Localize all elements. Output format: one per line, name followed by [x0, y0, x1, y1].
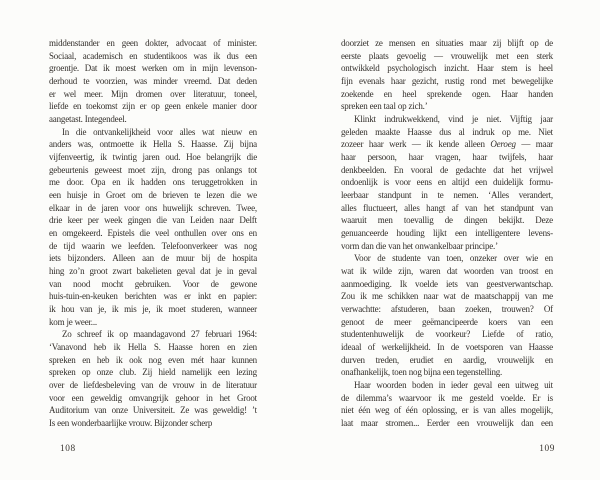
text-line: Sociaal, academisch en studentikoos was ik dus een [49, 50, 257, 61]
text-line: leerbaar standpunt in te nemen. ‘Alles verandert, [341, 190, 553, 201]
text-line: doorziet ze mensen en situaties maar zij blijft op de [341, 38, 553, 48]
text-line: Zou ik me schikken naar wat de maatschappij van me [341, 291, 553, 302]
page-number-left: 108 [60, 444, 76, 454]
text-line: huis-tuin-en-keuken berichten was er inkt en papier: [49, 291, 257, 302]
text-line: durven treden, erudiet en aardig, vrouwelijk en [341, 354, 553, 365]
text-line: gebeurtenis geweest moet zijn, drong pas onlangs tot [49, 164, 257, 175]
text-line: denkbeelden. En vooral de gedachte dat het vrijwel [341, 164, 553, 175]
text-line: er wel meer. Mijn dromen over literatuur, toneel, [49, 88, 257, 99]
text-line: en omgekeerd. Epistels die veel onthullen over ons en [49, 228, 257, 239]
text-line: geleden maakte Haasse dus al indruk op me. Niet [341, 126, 553, 137]
text-line: de tijd waarin we leefden. Telefoonverkeer was nog [49, 240, 257, 251]
text-line: groentje. Dat ik moest werken om in mijn levenson- [49, 63, 257, 74]
text-line: Zo schreef ik op maandagavond 27 februari 1964: [62, 329, 257, 340]
page-left-text-block [49, 37, 257, 430]
text-line: derhoud te voorzien, was minder vreemd. Dat deden [49, 76, 257, 87]
text-line: alles fluctueert, alles hangt af van het standpunt van [341, 202, 553, 213]
text-line: spreken een taal op zich.’ [341, 101, 428, 112]
text-line: ik hou van je, ik mis je, ik moet studeren, wanneer [49, 304, 257, 315]
text-line: verwachtte: afstuderen, baan zoeken, trouwen? Of [341, 304, 553, 315]
text-line: aangetast. Integendeel. [49, 114, 127, 125]
text-line: aanmoediging. Ik voelde iets van geestverwantschap. [341, 278, 553, 289]
text-line: waaruit men toevallig de dingen bekijkt. Deze [341, 215, 553, 226]
text-line: Auditorium van onze Universiteit. Ze was geweldig! ’t [49, 405, 257, 416]
text-line: zoekende en heel sprekende ogen. Haar handen [341, 88, 553, 99]
text-line: spreken op onze club. Zij hield namelijk een lezing [49, 367, 257, 378]
text-line: niet één weg of één oplossing, er is van alles mogelijk, [341, 405, 553, 416]
text-line: Voor de studente van toen, onzeker over wie en [354, 253, 553, 264]
text-line: genoot de meer geëmancipeerde koers van een [341, 316, 553, 327]
text-line: Is een wonderbaarlijke vrouw. Bijzonder scherp [49, 418, 213, 429]
text-line: In die ontvankelijkheid voor alles wat nieuw en [62, 126, 257, 137]
text-line: Klinkt indrukwekkend, vind je niet. Vijftig jaar [354, 114, 553, 125]
text-line: zozeer haar werk — ik kende alleen Oeroeg — maar [341, 139, 553, 150]
text-line: ondoenlijk is voor eens en altijd een duidelijk formu- [341, 177, 553, 188]
text-line: hing zo’n groot zwart bakelieten geval dat je in geval [49, 266, 257, 277]
text-line: ideaal of werkelijkheid. In de voetsporen van Haasse [341, 342, 553, 353]
text-line: de dilemma’s waarvoor ik me gesteld voelde. Er is [341, 392, 553, 403]
text-line: over de liefdesbeleving van de vrouw in de literatuur [49, 380, 257, 391]
text-line: elkaar in de jaren voor ons huwelijk schreven. Twee, [49, 202, 257, 213]
text-line: ‘Vanavond heb ik Hella S. Haasse horen en zien [49, 342, 257, 353]
text-line: een huisje in Groet om de brieven te lezen die we [49, 190, 257, 201]
text-line: eerste plaats gevoelig — vrouwelijk met een sterk [341, 50, 553, 61]
text-line: Haar woorden boden in ieder geval een uitweg uit [354, 380, 553, 391]
text-line: liefde en toekomst zijn er op geen enkele manier door [49, 101, 257, 112]
text-line: middenstander en geen dokter, advocaat of minister. [49, 38, 257, 48]
text-line: haar persoon, haar vragen, haar twijfels, haar [341, 152, 553, 163]
text-line: studentenhuwelijk de voorkeur? Liefde of ratio, [341, 329, 553, 340]
text-line: vijfenveertig, ik twintig jaren oud. Hoe belangrijk die [49, 152, 257, 163]
text-line: wat ik wilde zijn, waren dat woorden van troost en [341, 266, 553, 277]
page-number-right: 109 [539, 444, 555, 454]
text-line: vorm dan die van het onwankelbaar principe.’ [341, 240, 498, 251]
text-line: laat maar stromen... Eerder een vrouwelijk dan een [341, 418, 553, 429]
text-line: voor een geweldig omvangrijk gehoor in het Groot [49, 392, 257, 403]
text-line: van nood mocht gebruiken. Voor de gewone [49, 278, 257, 289]
text-line: anders was, ontmoette ik Hella S. Haasse. Zij bijna [49, 139, 257, 150]
text-line: ontwikkeld psychologisch inzicht. Haar stem is heel [341, 63, 553, 74]
text-line: drie keer per week gingen die van Leiden naar Delft [49, 215, 257, 226]
page-right-text-block [341, 37, 553, 430]
text-line: spreken en heb ik ook nog even mét haar kunnen [49, 354, 257, 365]
text-line: fijn evenals haar gezicht, rustig rond met bewegelijke [341, 76, 553, 87]
text-line: kom je weer... [49, 316, 97, 327]
text-line: me door. Opa en ik hadden ons teruggetrokken in [49, 177, 257, 188]
text-line: genuanceerde houding lijkt een intelligentere levens- [341, 228, 553, 239]
text-line: iets bijzonders. Alleen aan de muur bij de hospita [49, 253, 257, 264]
text-line: onafhankelijk, toen nog bijna een tegenstelling. [341, 367, 503, 378]
